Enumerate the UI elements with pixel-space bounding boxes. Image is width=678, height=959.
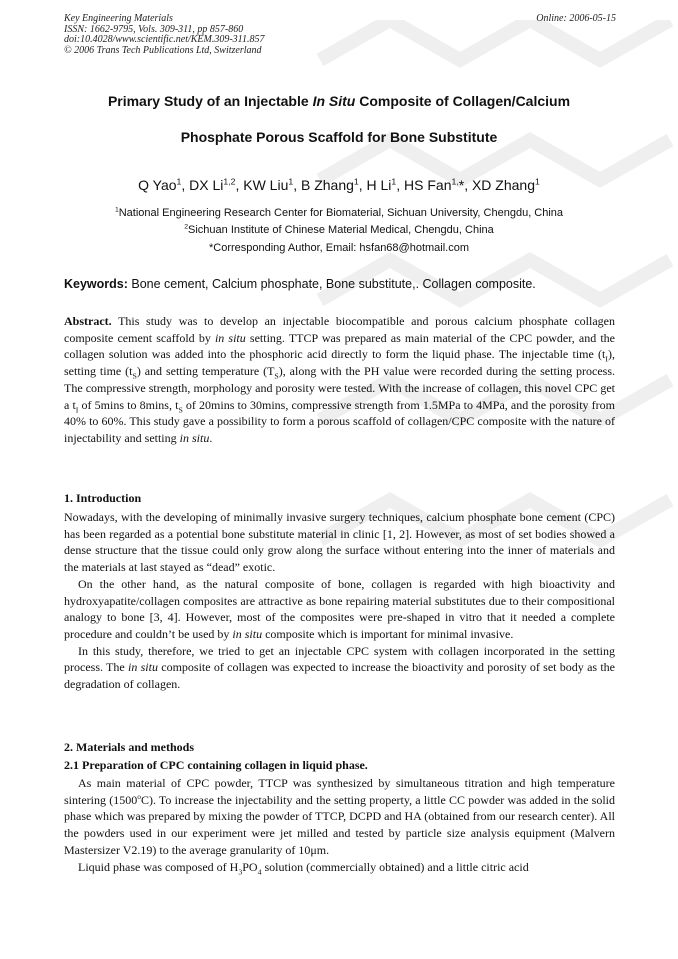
doi-line: doi:10.4028/www.scientific.net/KEM.309-311.857 [64, 34, 265, 46]
abstract-label: Abstract. [64, 314, 112, 328]
corresponding-author: *Corresponding Author, Email: hsfan68@hotmail.com [208, 242, 470, 254]
author-list [40, 177, 638, 193]
section-heading-introduction: 1. Introduction [64, 491, 142, 505]
issn-line: ISSN: 1662-9795, Vols. 309-311, pp 857-860 [64, 23, 244, 35]
subsection-heading: 2.1 Preparation of CPC containing collagen in liquid phase. [64, 758, 368, 772]
affiliation-2: $^2$Sichuan Institute of Chinese Material Medical, Chengdu, China [184, 223, 494, 236]
copyright-line: © 2006 Trans Tech Publications Ltd, Switzerland [64, 44, 262, 56]
affiliation-1: $^1$National Engineering Research Center for Biomaterial, Sichuan University, Chengdu, China [114, 206, 564, 219]
online-date: Online: 2006-05-15 [536, 13, 616, 24]
author: H Li$^1$, [366, 176, 405, 193]
journal-header [64, 14, 616, 56]
paragraph: Liquid phase was composed of $H_3PO_4$ solution (commercially obtained) and a little citric acid [78, 859, 529, 876]
author: XD Zhang$^1$ [471, 176, 540, 193]
author: KW Liu$^1$, [243, 176, 301, 193]
author: HS Fan$^{1,}$*, [404, 176, 472, 193]
keywords: Keywords: Bone cement, Calcium phosphate, Bone substitute,. Collagen composite. [64, 277, 536, 291]
paper-title-line-2: Phosphate Porous Scaffold for Bone Substitute [180, 129, 498, 145]
paragraph: As main material of CPC powder, TTCP was synthesized by simultaneous titration and high temperature sintering (1500$^o$C). To increase the injectability and the setting property, a little CC powder was added in the solid phase which was prepared by mixing the powder of TTCP, DCPD and HA (obtained from our research center). All the powders used in our experiment were jet milled and tested by particle size analysis equipment (Malvern Mastersizer V2.19) to the average granularity of 10μm. [64, 776, 615, 857]
section-heading-methods: 2. Materials and methods [64, 740, 194, 754]
introduction-body [64, 509, 615, 693]
methods-body [64, 775, 615, 875]
author: B Zhang$^1$, [300, 176, 367, 193]
abstract: Abstract. This study was to develop an injectable biocompatible and porous calcium phosphate collagen composite cement scaffold by in situ setting. TTCP was prepared as main material of the CPC powder, and the collagen solution was added into the phosphoric acid directly to form the liquid phase. The injectable time $(t_I)$, setting time $(t_S)$ and setting temperature $(T_S)$, along with the PH value were recorded during the setting process. The compressive strength, morphology and porosity were tested. With the increase of collagen, this novel CPC get a $t_I$ of 5mins to 8mins, $t_S$ of 20mins to 30mins, compressive strength from 1.5MPa to 4MPa, and the porosity from 40% to 60%. This study gave a possibility to form a porous scaffold of collagen/CPC composite with the nature of injectability and setting in situ. [64, 314, 616, 445]
journal-name: Key Engineering Materials [64, 13, 173, 24]
keywords-label: Keywords: [64, 277, 128, 291]
author: DX Li$^{1,2}$, [189, 176, 244, 193]
paper-title-line-1: Primary Study of an Injectable In Situ Composite of Collagen/Calcium [107, 93, 571, 109]
paragraph: Nowadays, with the developing of minimally invasive surgery techniques, calcium phosphate bone cement (CPC) has been regarded as a potential bone substitute material in clinic [1, 2]. However, as most of set bodies showed a dense structure that the tissue could only grow along the surface without entering into the inner of materials and the materials at last stayed as “dead” exotic. [64, 510, 615, 575]
author: Q Yao$^1$, [138, 176, 190, 193]
paragraph: In this study, therefore, we tried to get an injectable CPC system with collagen incorporated in the setting process. The in situ composite of collagen was expected to increase the bioactivity and porosity of set body as the degradation of collagen. [64, 643, 616, 692]
paragraph: On the other hand, as the natural composite of bone, collagen is regarded with high bioactivity and hydroxyapatite/collagen composites are attractive as bone repairing material substitutes due to their compositional analogy to bone [3, 4]. However, most of the composites were pre-shaped in vitro that it needed a complete procedure and couldn’t be used by in situ composite which is important for minimal invasive. [64, 576, 615, 641]
